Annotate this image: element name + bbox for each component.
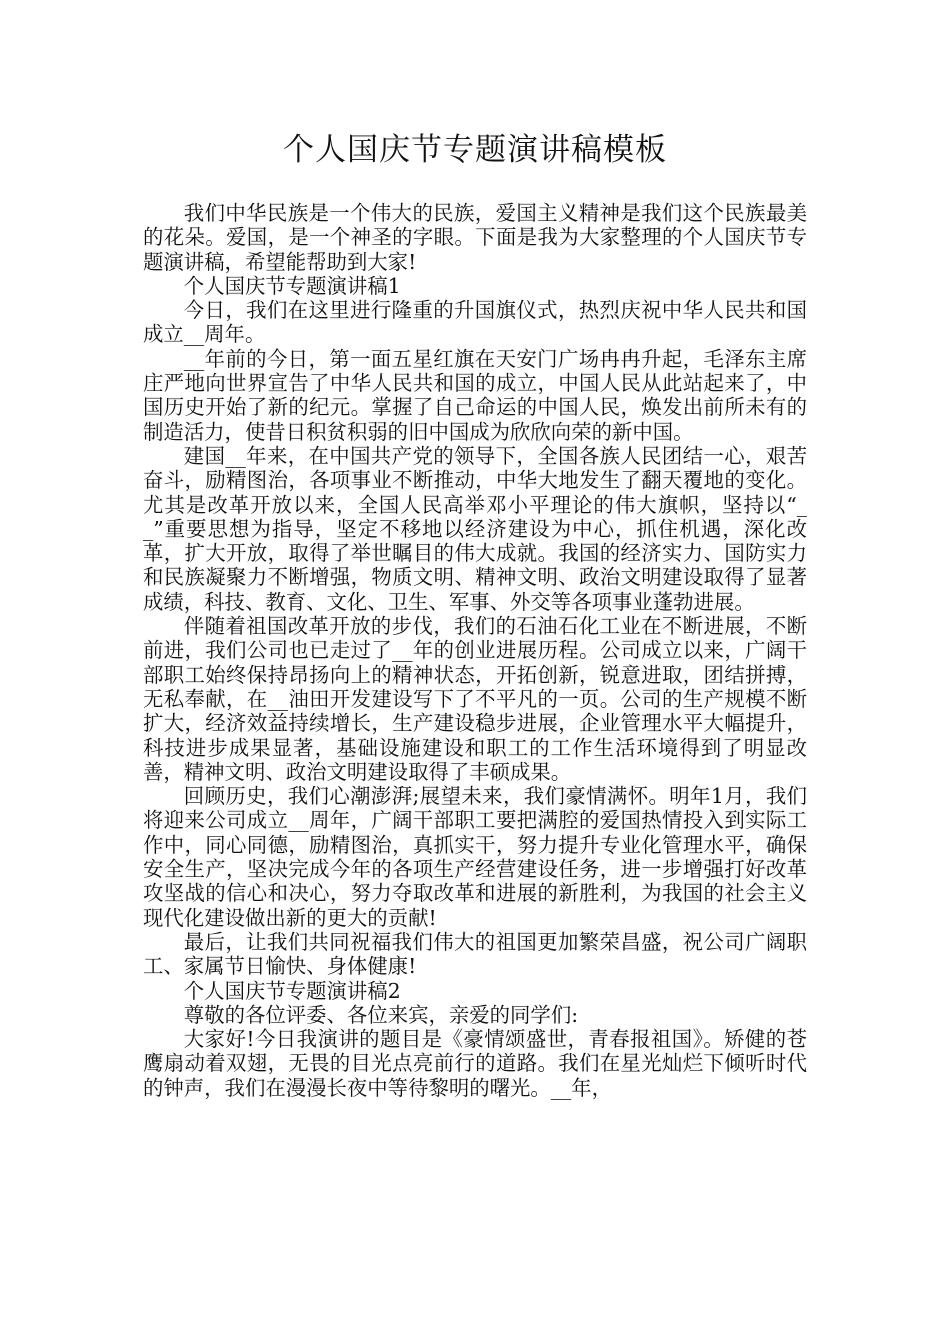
paragraph: 今日，我们在这里进行隆重的升国旗仪式，热烈庆祝中华人民共和国成立__周年。: [143, 298, 807, 347]
salutation: 尊敬的各位评委、各位来宾，亲爱的同学们:: [183, 1002, 579, 1027]
paragraph: __年前的今日，第一面五星红旗在天安门广场冉冉升起，毛泽东主席庄严地向世界宣告了中华人民共和国的成立，中国人民从此站起来了，中国历史开始了新的纪元。掌握了自己命运的中国人民，焕发出前所未有的制造活力，使昔日积贫积弱的旧中国成为欣欣向荣的新中国。: [143, 346, 807, 444]
section-heading-1: 个人国庆节专题演讲稿1: [183, 273, 401, 298]
paragraph: 最后，让我们共同祝福我们伟大的祖国更加繁荣昌盛，祝公司广阔职工、家属节日愉快、身体健康!: [143, 929, 807, 979]
paragraph: 伴随着祖国改革开放的步伐，我们的石油石化工业在不断进展，不断前进，我们公司也已走过了__年的创业进展历程。公司成立以来，广阔干部职工始终保持昂扬向上的精神状态，开拓创新，锐意进取，团结拼搏，无私奉献，在__油田开发建设写下了不平凡的一页。公司的生产规模不断扩大，经济效益持续增长，生产建设稳步进展，企业管理水平大幅提升，科技进步成果显著，基础设施建设和职工的工作生活环境得到了明显改善，精神文明、政治文明建设取得了丰硕成果。: [143, 614, 807, 784]
section-heading-2: 个人国庆节专题演讲稿2: [183, 978, 401, 1003]
paragraph-intro: 我们中华民族是一个伟大的民族，爱国主义精神是我们这个民族最美的花朵。爱国，是一个神圣的字眼。下面是我为大家整理的个人国庆节专题演讲稿，希望能帮助到大家!: [143, 201, 807, 274]
paragraph: 大家好!今日我演讲的题目是《豪情颂盛世，青春报祖国》。矫健的苍鹰扇动着双翅，无畏的目光点亮前行的道路。我们在星光灿烂下倾听时代的钟声，我们在漫漫长夜中等待黎明的曙光。__年，: [143, 1027, 807, 1100]
paragraph: 回顾历史，我们心潮澎湃;展望未来，我们豪情满怀。明年1月，我们将迎来公司成立__周年，广阔干部职工要把满腔的爱国热情投入到实际工作中，同心同德，励精图治，真抓实干，努力提升专业化管理水平，确保安全生产，坚决完成今年的各项生产经营建设任务，进一步增强打好改革攻坚战的信心和决心，努力夺取改革和进展的新胜利，为我国的社会主义现代化建设做出新的更大的贡献!: [143, 784, 807, 930]
paragraph: 建国__年来，在中国共产党的领导下，全国各族人民团结一心，艰苦奋斗，励精图治，各项事业不断推动，中华大地发生了翻天覆地的变化。尤其是改革开放以来，全国人民高举邓小平理论的伟大旗帜，坚持以“__”重要思想为指导，坚定不移地以经济建设为中心，抓住机遇，深化改革，扩大开放，取得了举世瞩目的伟大成就。我国的经济实力、国防实力和民族凝聚力不断增强，物质文明、精神文明、政治文明建设取得了显著成绩，科技、教育、文化、卫生、军事、外交等各项事业蓬勃进展。: [143, 443, 807, 614]
document-title: 个人国庆节专题演讲稿模板: [283, 132, 667, 168]
